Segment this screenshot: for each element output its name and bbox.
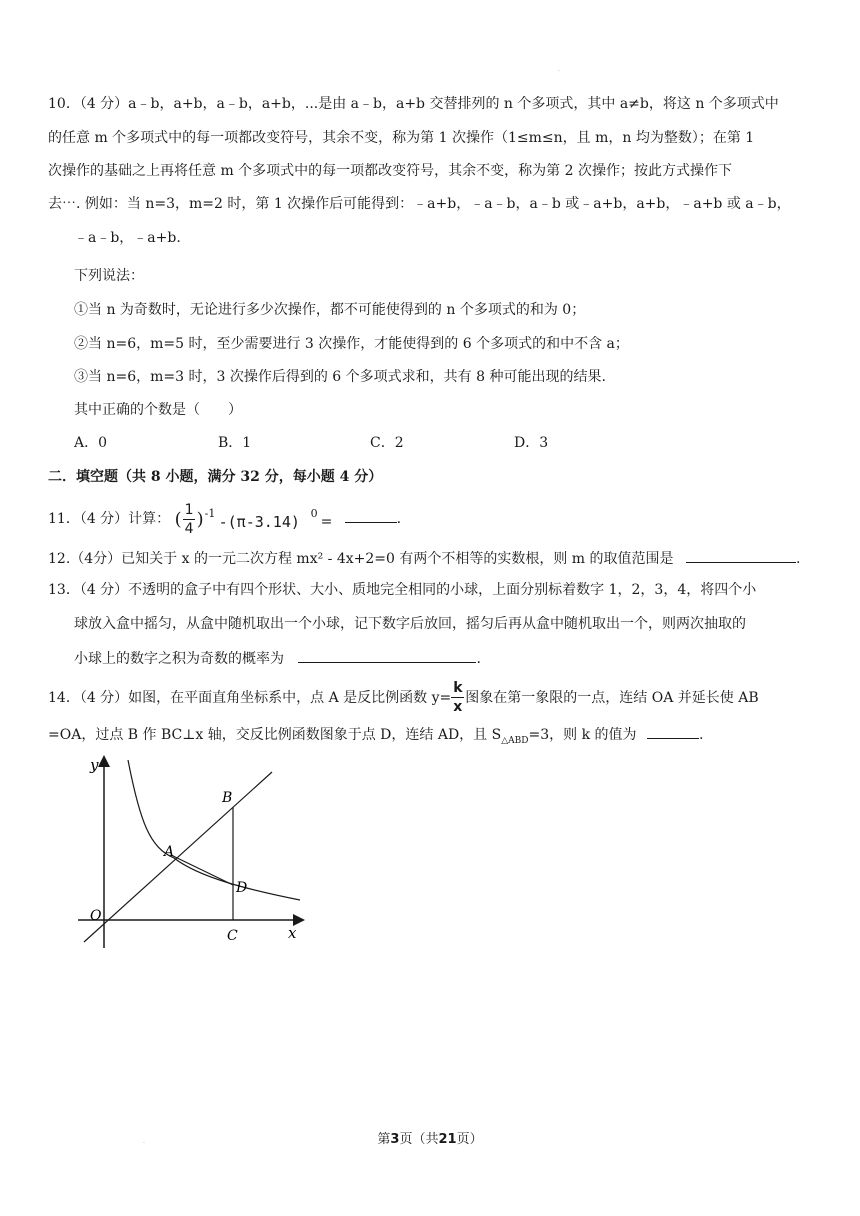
q11-answer-blank bbox=[345, 508, 397, 523]
q13-end: . bbox=[476, 651, 481, 667]
q13-answer-blank bbox=[298, 648, 476, 663]
q14-text-a: 14．（4 分）如图，在平面直角坐标系中，点 A 是反比例函数 y= bbox=[48, 690, 452, 706]
q11-expression bbox=[174, 502, 345, 537]
q12-text: 12.（4分）已知关于 x 的一元二次方程 mx² - 4x+2=0 有两个不相等的实数根，则 m 的取值范围是 bbox=[48, 551, 674, 567]
q10-line-1: 10．（4 分）a﹣b，a+b，a﹣b，a+b，...是由 a﹣b，a+b 交替排列的 n 个多项式，其中 a≠b，将这 n 个多项式中 bbox=[48, 96, 779, 112]
q10-line-2: 的任意 m 个多项式中的每一项都改变符号，其余不变，称为第 1 次操作（1≤m≤n，且 m，n 均为整数）；在第 1 bbox=[48, 130, 755, 146]
q14-subscript: △ABD bbox=[501, 735, 529, 746]
page-mark-2: . bbox=[143, 1138, 145, 1145]
q10-line-5: ﹣a﹣b，﹣a+b. bbox=[74, 230, 181, 246]
label-b: B bbox=[222, 790, 233, 806]
q11-exp-1: -1 bbox=[204, 507, 216, 520]
q11-exp-2: 0 bbox=[310, 507, 318, 520]
q13-line-3 bbox=[74, 648, 820, 669]
q11-paren-open: ( bbox=[174, 509, 182, 530]
q10-line-3: 次操作的基础之上再将任意 m 个多项式中的每一项都改变符号，其余不变，称为第 2 次操作；按此方式操作下 bbox=[48, 163, 732, 179]
q13-line-1: 13．（4 分）不透明的盒子中有四个形状、大小、质地完全相同的小球，上面分别标着数字 1，2，3，4，将四个小 bbox=[48, 582, 757, 598]
footer-total: 21 bbox=[438, 1132, 457, 1147]
q10-question: 其中正确的个数是（ ） bbox=[74, 402, 242, 418]
q14-line-2 bbox=[48, 724, 820, 751]
section-heading: 二．填空题（共 8 小题，满分 32 分，每小题 4 分） bbox=[48, 469, 383, 485]
q14-end: . bbox=[698, 727, 704, 743]
q10-intro: 下列说法： bbox=[74, 268, 144, 284]
q14-fraction bbox=[451, 680, 465, 715]
q14-line-1 bbox=[48, 680, 820, 715]
option-b: B．1 bbox=[218, 435, 252, 451]
q12-answer-blank bbox=[686, 548, 796, 563]
label-y: y bbox=[90, 756, 99, 774]
page-mark: . bbox=[558, 66, 560, 73]
q11-minus-term: -(π-3.14) bbox=[218, 513, 300, 531]
page-footer bbox=[0, 1128, 860, 1147]
label-o: O bbox=[90, 908, 102, 924]
q10-line-4: 去⋯. 例如：当 n=3，m=2 时，第 1 次操作后可能得到：﹣a+b，﹣a﹣b，a﹣b 或﹣a+b，a+b，﹣a+b 或 a﹣b， bbox=[48, 196, 791, 212]
footer-post: 页） bbox=[456, 1132, 483, 1147]
label-d: D bbox=[236, 880, 248, 896]
q10-statement-1: ①当 n 为奇数时，无论进行多少次操作，都不可能使得到的 n 个多项式的和为 0； bbox=[74, 302, 586, 318]
coordinate-figure bbox=[70, 752, 330, 962]
q11-frac-den: 4 bbox=[184, 521, 194, 537]
option-a: A．0 bbox=[74, 435, 108, 451]
q14-text-c: =OA，过点 B 作 BC⊥x 轴，交反比例函数图象于点 D，连结 AD，且 S bbox=[48, 727, 502, 743]
q13-line-2: 球放入盒中摇匀，从盒中随机取出一个小球，记下数字后放回，摇匀后再从盒中随机取出一个，则两次抽取的 bbox=[74, 616, 746, 632]
footer-pre: 第 bbox=[377, 1132, 391, 1147]
footer-mid: 页（共 bbox=[399, 1132, 439, 1147]
q11-prefix: 11．（4 分）计算： bbox=[48, 511, 171, 527]
label-c: C bbox=[227, 928, 238, 944]
q14-frac-num: k bbox=[453, 680, 463, 696]
q11-frac-num: 1 bbox=[184, 502, 194, 518]
q11-end: . bbox=[396, 511, 402, 527]
option-c: C．2 bbox=[370, 435, 404, 451]
q11-paren-close: ) bbox=[196, 509, 204, 530]
q14-frac-den: x bbox=[453, 699, 463, 715]
q12 bbox=[48, 548, 820, 569]
footer-page: 3 bbox=[390, 1132, 400, 1147]
option-d: D．3 bbox=[514, 435, 549, 451]
label-a: A bbox=[164, 844, 175, 860]
q14-answer-blank bbox=[647, 724, 699, 739]
q10-statement-2: ②当 n=6，m=5 时，至少需要进行 3 次操作，才能使得到的 6 个多项式的和中不含 a； bbox=[74, 336, 629, 352]
q10-statement-3: ③当 n=6，m=3 时，3 次操作后得到的 6 个多项式求和，共有 8 种可能出现的结果. bbox=[74, 369, 606, 385]
q14-text-d: =3，则 k 的值为 bbox=[528, 727, 637, 743]
q14-text-b: 图象在第一象限的一点，连结 OA 并延长使 AB bbox=[465, 690, 759, 706]
segment-ad bbox=[171, 855, 233, 885]
label-x: x bbox=[288, 924, 297, 942]
q12-end: . bbox=[796, 551, 801, 567]
q11-equals: = bbox=[320, 514, 333, 530]
q13-text: 小球上的数字之积为奇数的概率为 bbox=[74, 651, 284, 667]
line-oab bbox=[84, 772, 272, 942]
q11 bbox=[48, 504, 820, 538]
